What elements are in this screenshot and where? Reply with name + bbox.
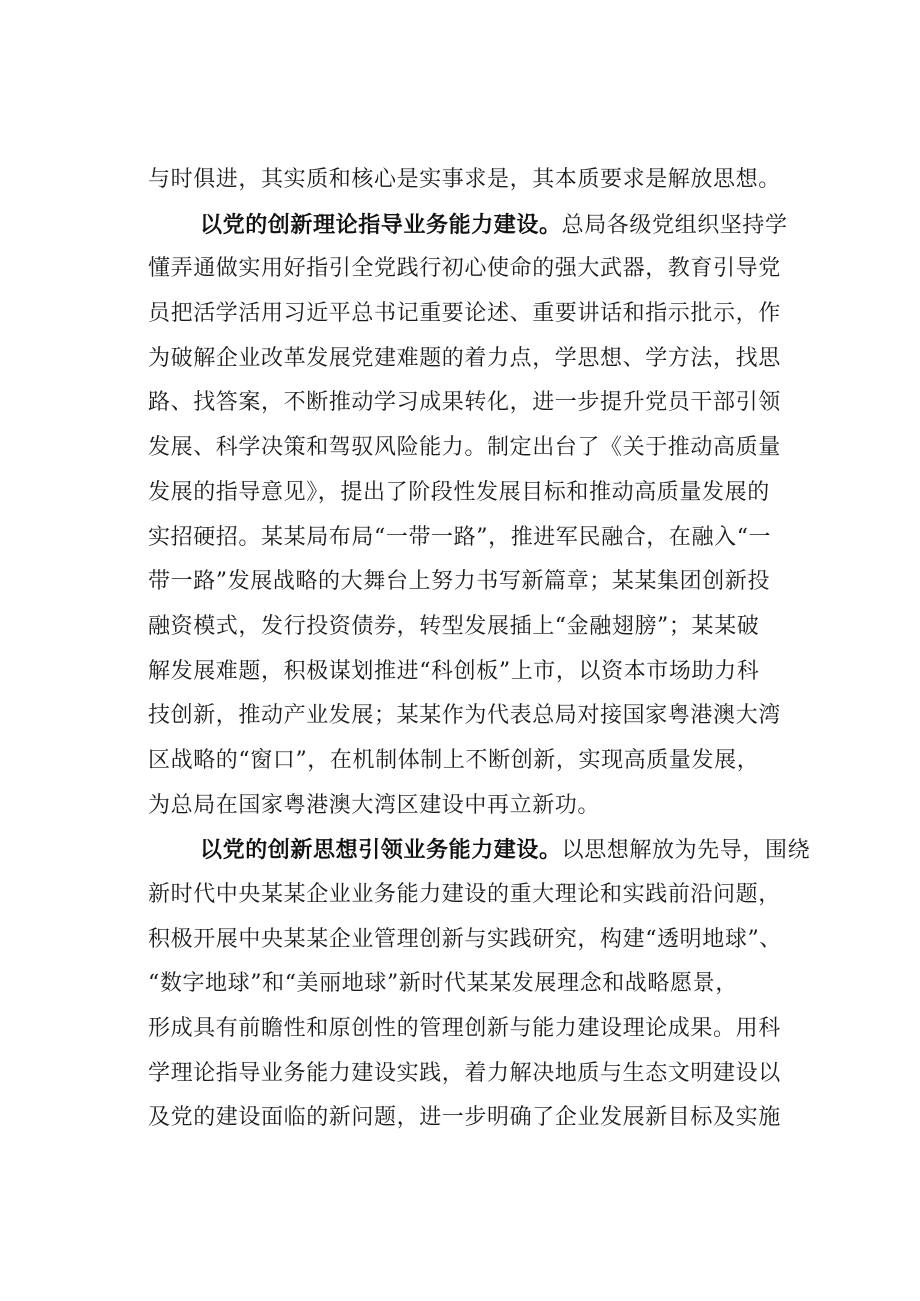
text-line bbox=[148, 471, 812, 516]
text-line bbox=[148, 605, 812, 650]
text-line bbox=[148, 873, 812, 918]
line-text: 以思想解放为先导，围绕 bbox=[561, 838, 811, 864]
line-text: 与时俱进，其实质和核心是实事求是，其本质要求是解放思想。 bbox=[148, 167, 781, 192]
line-text: 路、找答案，不断推动学习成果转化，进一步提升党员干部引领 bbox=[148, 390, 781, 416]
line-text: 解发展难题，积极谋划推进“科创板”上市，以资本市场助力科 bbox=[148, 658, 760, 684]
text-line bbox=[148, 381, 812, 426]
line-text: 带一路”发展战略的大舞台上努力书写新篇章；某某集团创新投 bbox=[148, 569, 771, 595]
line-text: 实招硬招。某某局布局“一带一路”，推进军民融合，在融入“一 bbox=[148, 524, 772, 550]
text-line bbox=[148, 918, 812, 963]
text-line bbox=[148, 694, 812, 739]
text-line bbox=[148, 337, 812, 382]
line-text: 为破解企业改革发展党建难题的着力点，学思想、学方法，找思 bbox=[148, 345, 781, 371]
body-text bbox=[148, 158, 812, 1141]
text-line bbox=[148, 203, 812, 248]
text-line bbox=[148, 1007, 812, 1052]
text-line bbox=[148, 1052, 812, 1097]
line-text: 技创新，推动产业发展；某某作为代表总局对接国家粤港澳大湾 bbox=[148, 703, 781, 729]
line-text: 员把活学活用习近平总书记重要论述、重要讲话和指示批示，作 bbox=[148, 301, 781, 327]
paragraph-lead-heading: 以党的创新思想引领业务能力建设。 bbox=[200, 837, 562, 864]
text-line bbox=[148, 292, 812, 337]
line-text: 懂弄通做实用好指引全党践行初心使命的强大武器，教育引导党 bbox=[148, 256, 781, 282]
text-line bbox=[148, 516, 812, 561]
text-line bbox=[148, 962, 812, 1007]
line-text: 积极开展中央某某企业管理创新与实践研究，构建“透明地球”、 bbox=[148, 926, 782, 952]
line-text: “数字地球”和“美丽地球”新时代某某发展理念和战略愿景， bbox=[148, 971, 738, 997]
line-text: 为总局在国家粤港澳大湾区建设中再立新功。 bbox=[148, 792, 601, 818]
text-line bbox=[148, 158, 812, 203]
text-line bbox=[148, 560, 812, 605]
line-text: 学理论指导业务能力建设实践，着力解决地质与生态文明建设以 bbox=[148, 1060, 781, 1086]
text-line bbox=[148, 426, 812, 471]
line-text: 形成具有前瞻性和原创性的管理创新与能力建设理论成果。用科 bbox=[148, 1016, 781, 1042]
text-line bbox=[148, 247, 812, 292]
line-text: 及党的建设面临的新问题，进一步明确了企业发展新目标及实施 bbox=[148, 1105, 781, 1131]
line-text: 新时代中央某某企业业务能力建设的重大理论和实践前沿问题， bbox=[148, 882, 781, 907]
line-text: 发展、科学决策和驾驭风险能力。制定出台了《关于推动高质量 bbox=[148, 435, 781, 461]
text-line bbox=[148, 1096, 812, 1141]
line-text: 发展的指导意见》，提出了阶段性发展目标和推动高质量发展的 bbox=[148, 479, 770, 505]
line-text: 总局各级党组织坚持学 bbox=[561, 212, 788, 238]
line-text: 融资模式，发行投资债券，转型发展插上“金融翅膀”；某某破 bbox=[148, 613, 760, 639]
text-line bbox=[148, 650, 812, 695]
paragraph-lead-heading: 以党的创新理论指导业务能力建设。 bbox=[200, 211, 562, 238]
text-line bbox=[148, 739, 812, 784]
text-line bbox=[148, 784, 812, 829]
text-line bbox=[148, 828, 812, 873]
line-text: 区战略的“窗口”，在机制体制上不断创新，实现高质量发展， bbox=[148, 747, 760, 773]
